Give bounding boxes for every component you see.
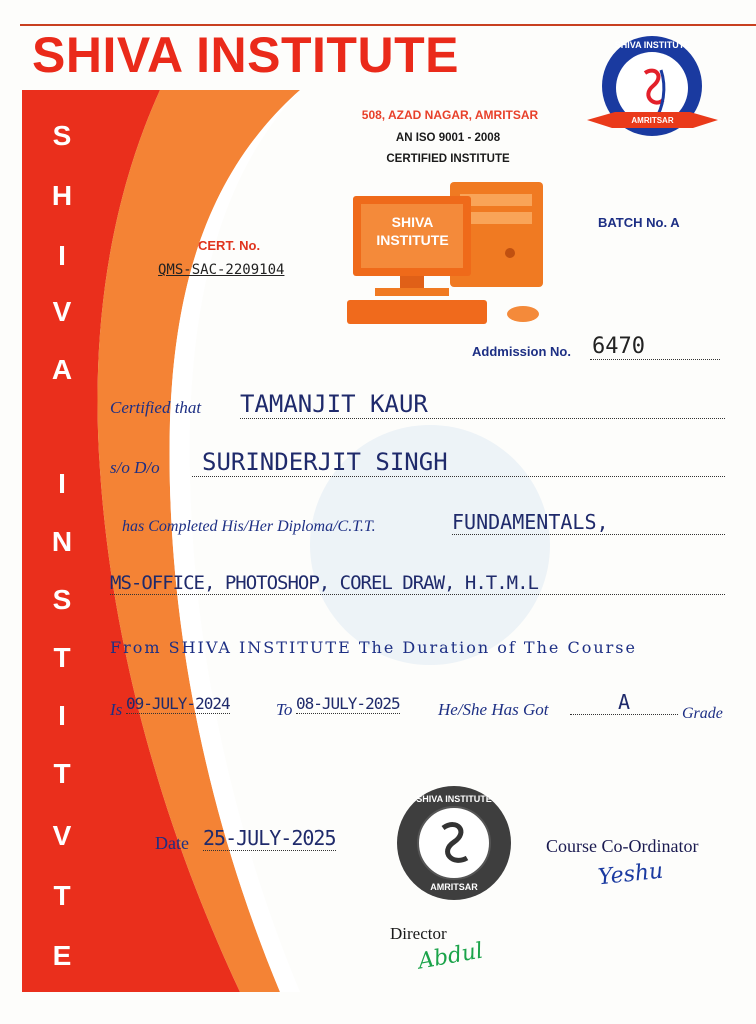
admission-number: 6470 <box>590 334 720 360</box>
side-letter: T <box>53 758 71 789</box>
computer-illustration <box>345 178 545 328</box>
director-signature: Abdul <box>416 938 485 975</box>
side-letter: I <box>58 700 66 731</box>
logo-top-text: SHIVA INSTITUTE <box>614 40 691 50</box>
institute-seal <box>395 784 513 902</box>
iso-line: AN ISO 9001 - 2008 <box>395 132 501 144</box>
side-letter: E <box>52 940 72 971</box>
logo-banner-text: AMRITSAR <box>631 116 674 125</box>
side-letter: N <box>51 526 73 557</box>
coordinator-label: Course Co-Ordinator <box>546 836 699 856</box>
duration-line: From SHIVA INSTITUTE The Duration of The Course <box>110 638 637 657</box>
side-letter: A <box>51 354 73 385</box>
certified-label: Certified that <box>110 398 202 417</box>
cert-number: QMS-SAC-2209104 <box>158 262 285 278</box>
address: 508, AZAD NAGAR, AMRITSAR <box>361 108 539 122</box>
director-label: Director <box>390 924 447 943</box>
side-letter: V <box>52 820 72 851</box>
batch-number: BATCH No. A <box>598 215 680 230</box>
completed-label: has Completed His/Her Diploma/C.T.T. <box>122 518 376 535</box>
side-letter: I <box>58 240 66 271</box>
seal-top-text: SHIVA INSTITUTE <box>416 794 492 804</box>
course-line-1: FUNDAMENTALS, <box>452 510 725 535</box>
course-line-2: MS-OFFICE, PHOTOSHOP, COREL DRAW, H.T.M.L <box>110 572 725 595</box>
side-letter: I <box>58 468 66 499</box>
side-letter: T <box>53 880 71 911</box>
parent-name: SURINDERJIT SINGH <box>192 448 725 477</box>
date-label: Date <box>155 833 189 853</box>
institute-logo <box>585 28 720 143</box>
student-name: TAMANJIT KAUR <box>240 390 725 419</box>
seal-bottom-text: AMRITSAR <box>430 882 478 892</box>
page-title: SHIVA INSTITUTE <box>32 27 459 83</box>
computer-label: SHIVA INSTITUTE <box>376 214 449 248</box>
side-letter: H <box>51 180 73 211</box>
to-label: To <box>276 700 293 719</box>
side-letter: V <box>52 296 72 327</box>
admission-label: Addmission No. <box>472 344 571 359</box>
grade-value: A <box>570 690 678 715</box>
side-letter: T <box>53 642 71 673</box>
certified-line: CERTIFIED INSTITUTE <box>386 153 510 165</box>
is-label: Is <box>110 700 123 719</box>
side-letter: S <box>52 584 72 615</box>
start-date: 09-JULY-2024 <box>126 694 230 713</box>
grade-intro-label: He/She Has Got <box>438 700 549 719</box>
coordinator-signature: Yeshu <box>596 858 665 891</box>
relation-label: s/o D/o <box>110 458 160 477</box>
side-letter: S <box>52 120 72 151</box>
grade-label: Grade <box>682 705 723 722</box>
issue-date: 25-JULY-2025 <box>203 826 336 850</box>
cert-label: CERT. No. <box>198 238 261 253</box>
end-date: 08-JULY-2025 <box>296 694 400 713</box>
